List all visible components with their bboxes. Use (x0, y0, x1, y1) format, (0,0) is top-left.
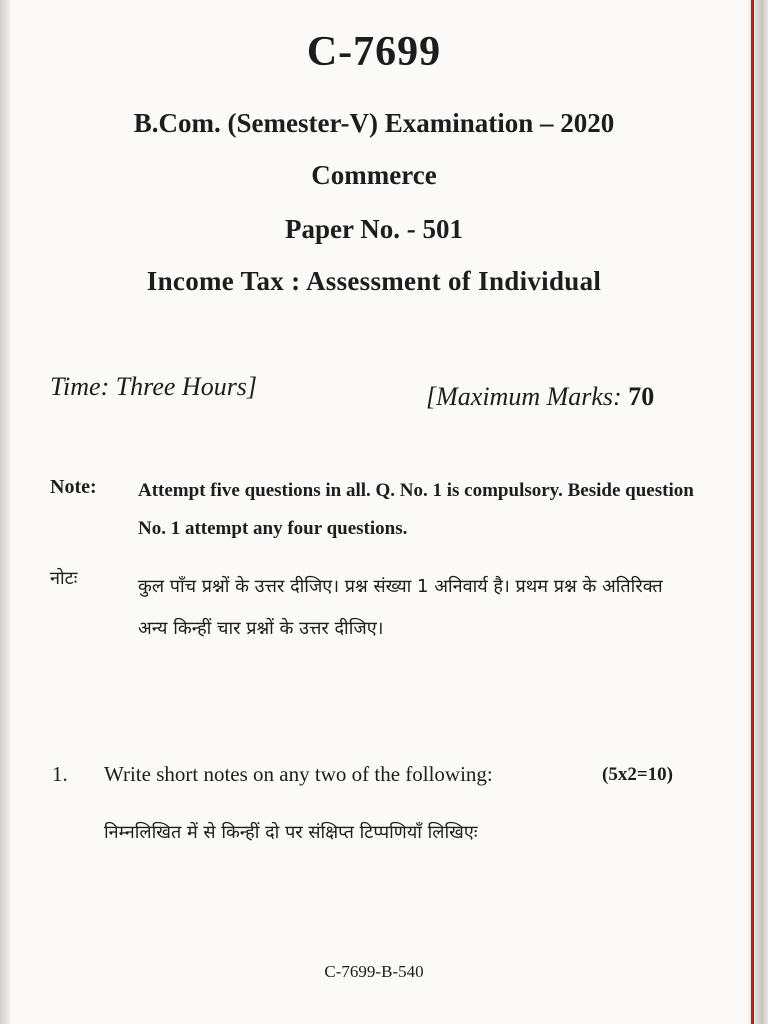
note-label-english: Note: (50, 476, 97, 498)
time-allowed: Time: Three Hours] (50, 372, 258, 401)
question-1-number: 1. (52, 762, 68, 786)
question-1-text-hindi: निम्नलिखित में से किन्हीं दो पर संक्षिप्त टिप्पणियाँ लिखिएः (104, 822, 478, 843)
exam-title: B.Com. (Semester-V) Examination – 2020 (133, 108, 615, 138)
paper-name: Income Tax : Assessment of Individual (146, 266, 602, 296)
paper-code: C-7699 (306, 29, 442, 75)
footer-code: C-7699-B-540 (324, 962, 424, 981)
note-label-hindi: नोटः (50, 568, 78, 589)
maximum-marks (426, 382, 654, 412)
paper-number: Paper No. - 501 (285, 214, 463, 244)
question-1-marks: (5x2=10) (602, 764, 673, 785)
maximum-marks-label: [Maximum Marks: (426, 382, 629, 411)
note-text-english: Attempt five questions in all. Q. No. 1 is compulsory. Beside question No. 1 attempt any four questions. (138, 480, 694, 539)
question-1-text: Write short notes on any two of the following: (104, 762, 493, 786)
left-page-binding (0, 0, 10, 1024)
red-binding-strip (751, 0, 754, 1024)
subject-title: Commerce (311, 160, 437, 190)
maximum-marks-value: 70 (628, 382, 655, 411)
note-text-hindi: कुल पाँच प्रश्नों के उत्तर दीजिए। प्रश्न संख्या 1 अनिवार्य है। प्रथम प्रश्न के अतिरिक्त अन्य किन्हीं चार प्रश्नों के उत्तर दीजिए। (138, 576, 663, 639)
